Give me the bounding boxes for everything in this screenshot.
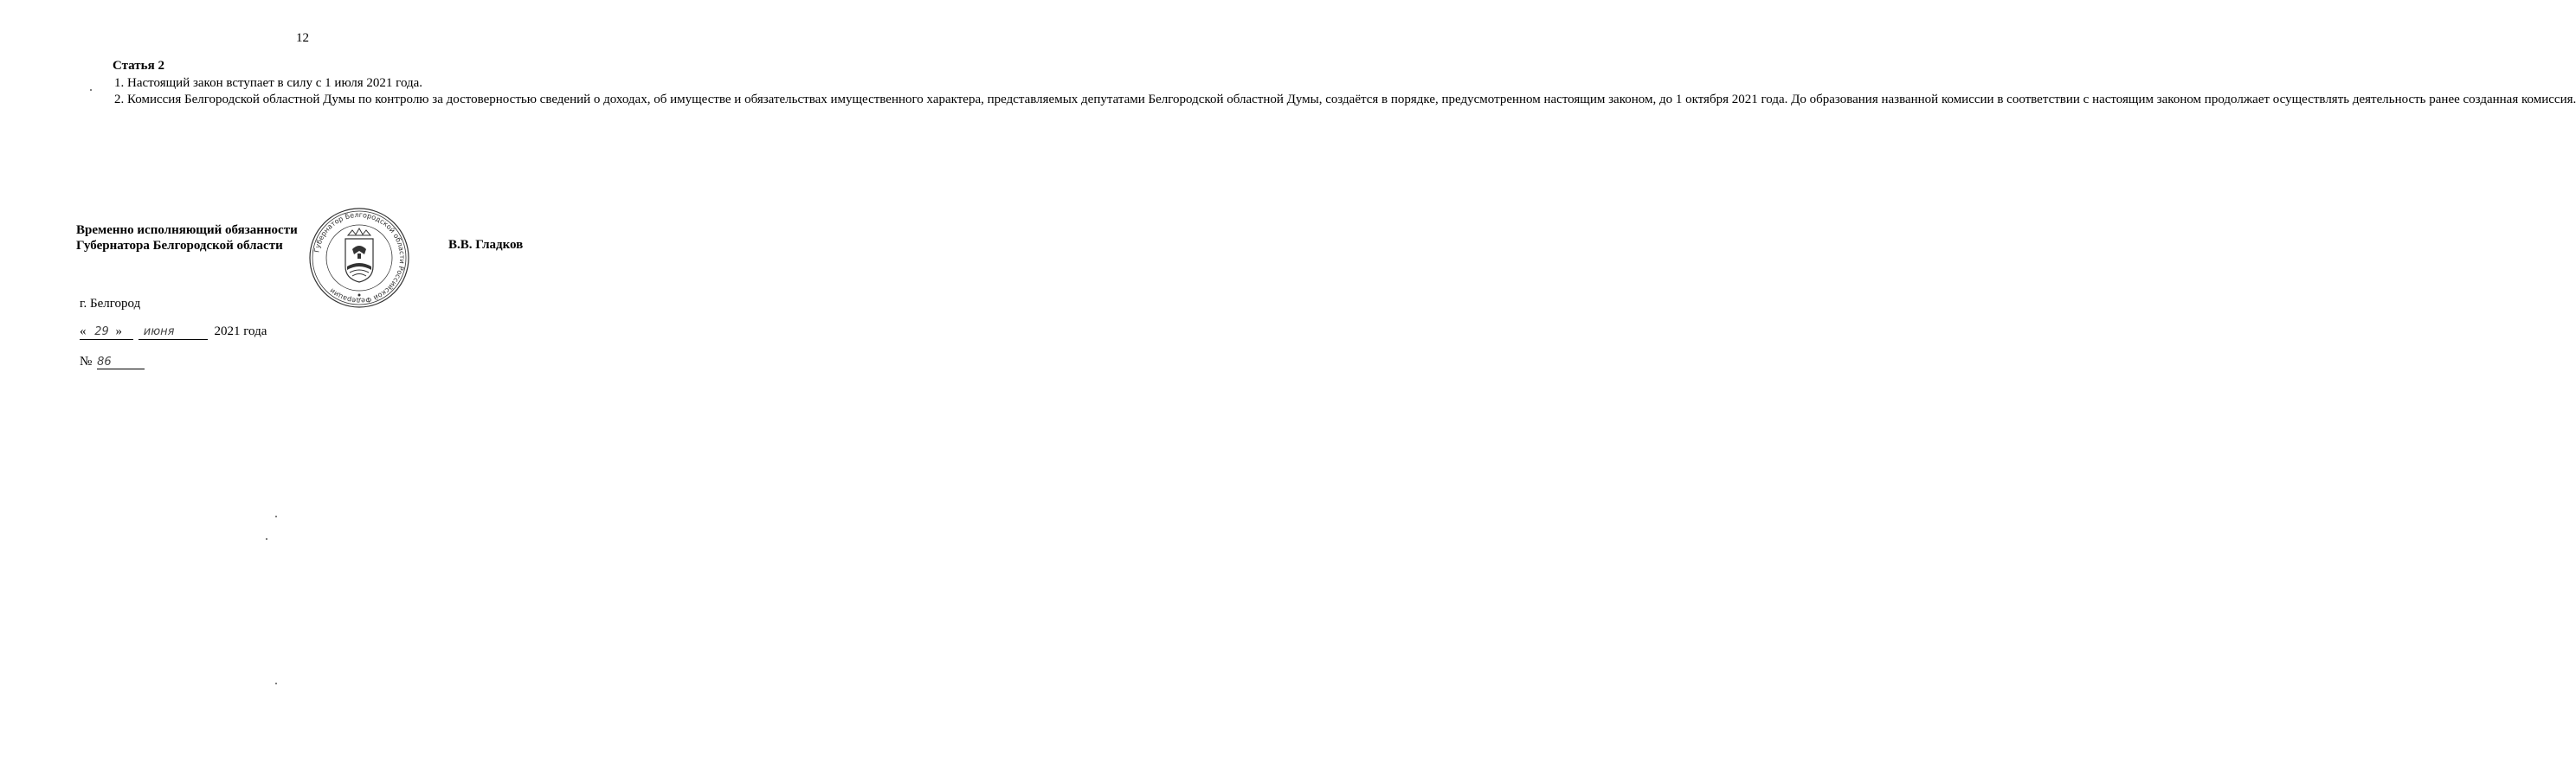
article-title: Статья 2 — [113, 59, 164, 73]
date-day-field: « 29 » — [80, 324, 133, 340]
date-month-field — [138, 324, 208, 340]
signer-position-line-2: Губернатора Белгородской области — [76, 239, 283, 253]
official-seal — [307, 206, 411, 310]
city: г. Белгород — [80, 297, 141, 311]
number-value: 86 — [97, 356, 145, 369]
scan-speck — [275, 516, 277, 517]
date-month: июня — [143, 325, 175, 338]
date-day: 29 — [94, 325, 109, 338]
scan-speck — [266, 538, 267, 540]
article-body — [76, 75, 2576, 108]
scan-speck — [90, 89, 92, 91]
signer-name: В.В. Гладков — [448, 238, 524, 252]
coat-of-arms-icon — [345, 228, 373, 282]
article-paragraph-1: 1. Настоящий закон вступает в силу с 1 июля 2021 года. — [114, 76, 423, 90]
document-number — [80, 355, 145, 369]
date-year: 2021 года — [214, 324, 267, 338]
signer-position-line-1: Временно исполняющий обязанности — [76, 223, 298, 237]
date-line — [80, 324, 267, 340]
seal-text: Губернатор Белгородской области Российской Федерации — [312, 210, 407, 305]
number-label: № — [80, 355, 93, 369]
signer-position — [76, 222, 298, 254]
scan-speck — [275, 683, 277, 684]
article-paragraph-2: 2. Комиссия Белгородской областной Думы по контролю за достоверностью сведений о доходах, об имуществе и обязательствах имущественного характера, представляемых депутатами Белгородской областной Думы, создаётся в порядке, предусмотренном настоящим законом, до 1 октября 2021 года. До образования названной комиссии в соответствии с настоящим законом продолжает осуществлять деятельность ранее созданная комиссия. — [114, 93, 2576, 106]
page-number: 12 — [296, 31, 309, 45]
